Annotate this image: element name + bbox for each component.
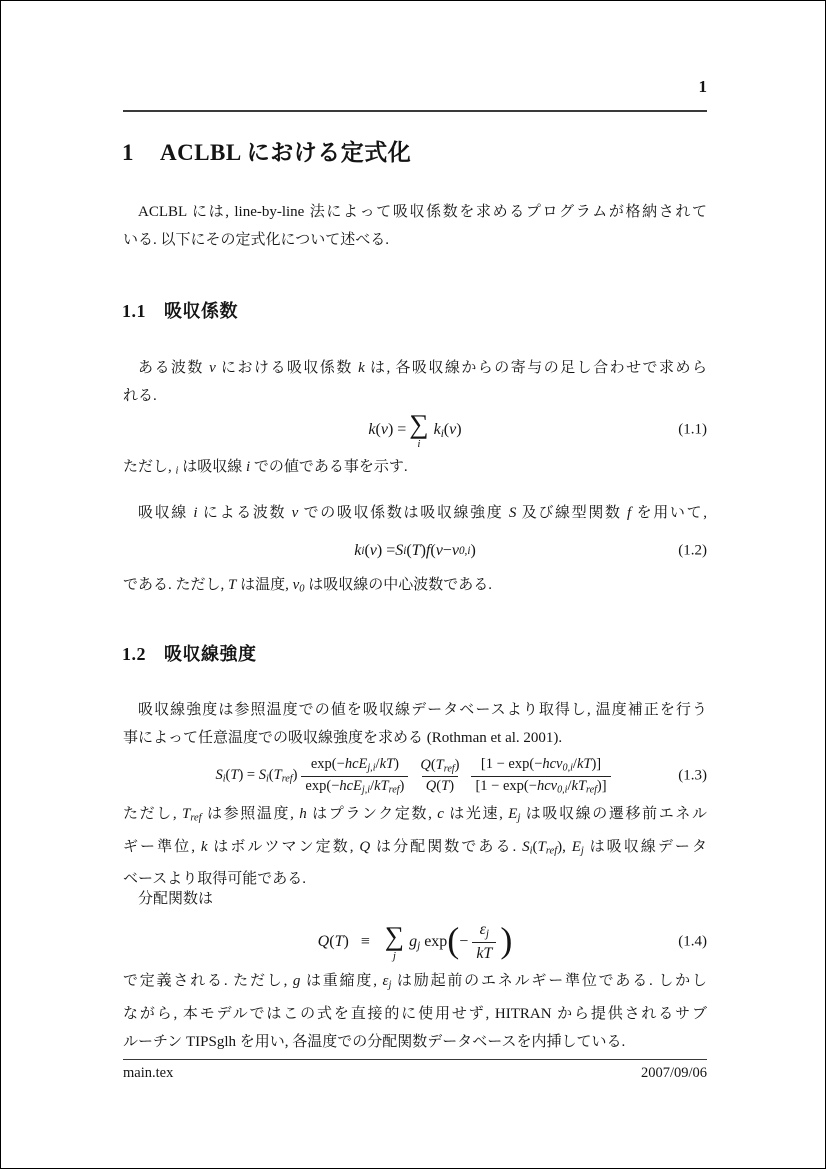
paragraph-line-strength [123, 696, 707, 752]
equation-body: k i ( ν ) = S i ( T ) f ( ν − ν 0,i ) [354, 542, 476, 559]
denominator: kT [472, 942, 496, 965]
paragraph-line: いる. 以下にその定式化について述べる. [123, 232, 389, 248]
paragraph-intro [123, 198, 707, 254]
section-1-2-title: 吸収線強度 [164, 644, 257, 664]
paragraph-partition-intro [123, 885, 707, 913]
paragraph-line-shape [123, 499, 707, 527]
fraction-exponent [472, 919, 496, 965]
equation-coefficient: gj exp [409, 932, 448, 952]
footer-date: 2007/09/06 [640, 1065, 707, 1081]
equation-number: (1.4) [678, 933, 707, 950]
section-1-number: 1 [122, 140, 134, 165]
paragraph-line: ACLBL には, line-by-line 法によって吸収係数を求めるプログラムが格納されて [138, 204, 707, 220]
paragraph-line: 吸収線強度は参照温度での値を吸収線データベースより取得し, 温度補正を行う [138, 702, 707, 718]
sum-subscript: i [417, 437, 421, 450]
paragraph-line: 吸収線 i による波数 ν での吸収係数は吸収線強度 S 及び線型関数 f を用いて, [138, 505, 707, 521]
equation-number: (1.2) [678, 542, 707, 559]
fraction-stimulated [471, 755, 610, 796]
fraction-partition [416, 756, 463, 797]
fraction-boltzmann [301, 755, 408, 796]
section-1-2-heading [122, 640, 257, 666]
equation-number: (1.1) [678, 421, 707, 438]
denominator: Q(T) [422, 776, 458, 797]
section-1-heading [122, 134, 411, 167]
equation-lhs: Q(T) [317, 933, 349, 950]
equation-lhs: k(ν) = [368, 421, 407, 438]
denominator: exp(−hcEj,i/kTref) [301, 776, 408, 797]
section-1-1-title: 吸収係数 [164, 301, 238, 321]
page-number: 1 [698, 77, 707, 96]
section-1-1-number: 1.1 [122, 301, 146, 321]
equation-1-1 [123, 403, 707, 457]
sum-operator [384, 920, 405, 962]
paragraph-line: ただし, Tref は参照温度, h はプランク定数, c は光速, Ej は吸収線の遷移前エネル [123, 806, 707, 824]
sigma-symbol: ∑ [409, 408, 429, 439]
equation-1-2 [123, 535, 707, 567]
sum-operator [409, 408, 429, 450]
equation-body: Q(T) ≡ ∑ j gj exp ( − $\frac{\varepsilon j}{kT}$ ) [318, 919, 513, 965]
paragraph-line: ある波数 ν における吸収係数 k は, 各吸収線からの寄与の足し合わせで求めら [138, 360, 707, 376]
paragraph-line: れる. [123, 388, 157, 404]
footer-rule [123, 1059, 707, 1060]
paragraph-note-1 [123, 453, 707, 486]
paragraph-constants [123, 800, 707, 893]
section-1-title: ACLBL における定式化 [160, 140, 412, 165]
header-rule [123, 110, 707, 112]
paragraph-line: ギー準位, k はボルツマン定数, Q は分配関数である. Si(Tref), Ej は吸収線データ [123, 838, 707, 857]
paragraph-line: 事によって任意温度での吸収線強度を求める (Rothman et al. 2001). [123, 730, 563, 746]
footer-filename: main.tex [123, 1065, 174, 1081]
paragraph-line: ただし, i は吸収線 i での値である事を示す. [123, 459, 408, 477]
section-1-2-number: 1.2 [122, 644, 146, 664]
sigma-symbol: ∑ [384, 920, 405, 951]
paragraph-abs-coeff [123, 354, 707, 410]
paragraph-line: で定義される. ただし, g は重縮度, εj は励起前のエネルギー準位である. しかし [123, 973, 707, 991]
equation-body [368, 408, 462, 450]
paragraph-line: ながら, 本モデルではこの式を直接的に使用せず, HITRAN から提供されるサブ [123, 1005, 707, 1022]
section-1-1-heading [122, 297, 238, 323]
sum-subscript: j [392, 949, 396, 962]
equation-lhs: Si(T) = Si(Tref) [215, 767, 298, 785]
equation-rhs: ki(ν) [433, 420, 462, 440]
paragraph-line: ルーチン TIPSglh を用い, 各温度での分配関数データベースを内挿している. [123, 1033, 626, 1050]
equivalence-symbol: ≡ [360, 933, 370, 950]
numerator: εj [479, 921, 490, 941]
paragraph-line: 分配関数は [138, 891, 214, 907]
equation-1-3 [123, 747, 707, 805]
paragraph-note-2 [123, 571, 707, 604]
numerator: exp(−hcEj,i/kT) [310, 756, 399, 774]
equation-number: (1.3) [678, 767, 707, 784]
paragraph-tips [123, 967, 707, 1056]
minus-sign: − [459, 933, 469, 950]
numerator: Q(Tref) [420, 756, 460, 775]
page-footer [123, 1065, 707, 1082]
paragraph-line: ベースより取得可能である. [123, 871, 307, 888]
numerator: [1 − exp(−hcν0,i/kT)] [480, 756, 602, 774]
equation-1-4 [123, 913, 707, 971]
paragraph-line: である. ただし, T は温度, ν0 は吸収線の中心波数である. [123, 577, 493, 595]
equation-body [215, 755, 614, 796]
denominator: [1 − exp(−hcν0,i/kTref)] [471, 776, 610, 797]
